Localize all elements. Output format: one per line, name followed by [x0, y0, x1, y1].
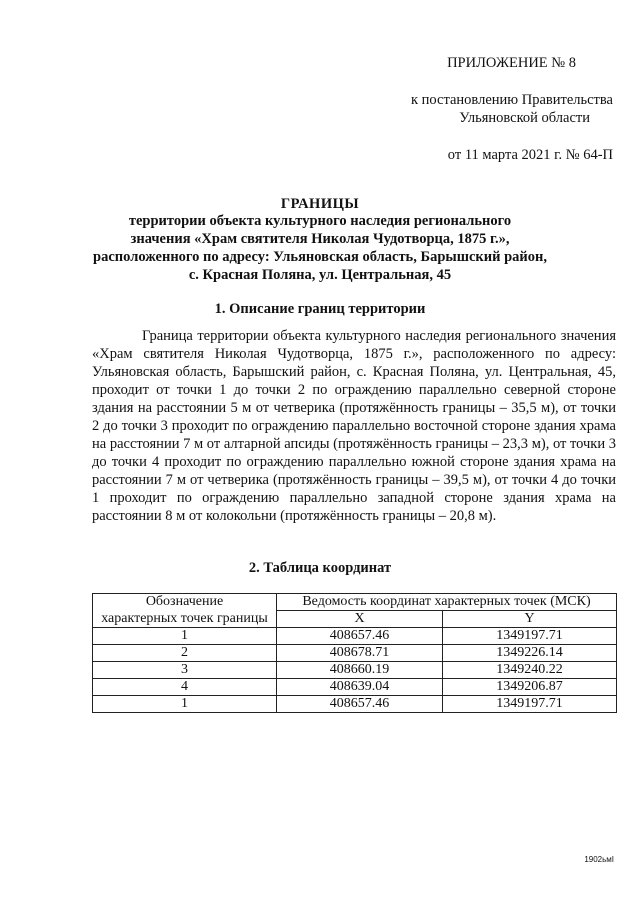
resolution-date: от 11 марта 2021 г. № 64-П — [447, 147, 613, 163]
appendix-number: ПРИЛОЖЕНИЕ № 8 — [447, 55, 576, 71]
cell-x: 408678.71 — [277, 645, 443, 662]
cell-point: 1 — [93, 628, 277, 645]
point-header-line1: Обозначение — [93, 594, 277, 611]
resolution-reference-line1: к постановлению Правительства — [411, 92, 613, 108]
cell-x: 408657.46 — [277, 628, 443, 645]
cell-point: 2 — [93, 645, 277, 662]
subtitle-line: территории объекта культурного наследия регионального — [128, 213, 512, 229]
cell-y: 1349206.87 — [443, 679, 617, 696]
table-row — [93, 696, 617, 713]
table-row — [93, 679, 617, 696]
y-header: Y — [443, 611, 617, 628]
cell-y: 1349240.22 — [443, 662, 617, 679]
table-header-row — [93, 594, 617, 611]
coordinates-table — [92, 593, 617, 713]
table-row — [93, 662, 617, 679]
cell-point: 3 — [93, 662, 277, 679]
subtitle-line: значения «Храм святителя Николая Чудотворца, 1875 г.», — [130, 231, 510, 247]
cell-point: 4 — [93, 679, 277, 696]
point-header-line2: характерных точек границы — [93, 611, 277, 628]
section1-heading: 1. Описание границ территории — [214, 301, 426, 317]
print-stamp: 1902ьмI — [584, 855, 614, 864]
table-row — [93, 628, 617, 645]
x-header: X — [277, 611, 443, 628]
cell-x: 408657.46 — [277, 696, 443, 713]
table-header-row — [93, 611, 617, 628]
cell-y: 1349226.14 — [443, 645, 617, 662]
cell-x: 408639.04 — [277, 679, 443, 696]
resolution-reference-line2: Ульяновской области — [459, 110, 590, 126]
cell-y: 1349197.71 — [443, 696, 617, 713]
cell-y: 1349197.71 — [443, 628, 617, 645]
cell-x: 408660.19 — [277, 662, 443, 679]
cell-point: 1 — [93, 696, 277, 713]
document-subtitle — [0, 212, 640, 284]
table-row — [93, 645, 617, 662]
subtitle-line: расположенного по адресу: Ульяновская область, Барышский район, — [93, 249, 547, 265]
border-description-paragraph: Граница территории объекта культурного наследия регионального значения «Храм святителя Николая Чудотворца, 1875 г.», расположенного по адресу: Ульяновская область, Барышский район, с. Красная Поляна, ул. Центральная, 45, проходит от точки 1 до точки 2 по ограждению параллельно северной стороне здания на расстоянии 5 м от четверика (протяжённость границы – 35,5 м), от точки 2 до точки 3 проходит по ограждению параллельно восточной стороне здания храма на расстоянии 7 м от алтарной апсиды (протяжённость границы – 23,3 м), от точки 3 до точки 4 проходит по ограждению параллельно южной стороне здания храма на расстоянии 7 м от четверика (протяжённость границы – 39,5 м), от точки 4 до точки 1 проходит по ограждению параллельно западной стороне здания храма на расстоянии 8 м от колокольни (протяжённость границы – 20,8 м). — [92, 328, 616, 524]
section2-heading: 2. Таблица координат — [248, 560, 392, 576]
subtitle-line: с. Красная Поляна, ул. Центральная, 45 — [188, 267, 452, 283]
document-title: ГРАНИЦЫ — [280, 196, 360, 212]
coordinates-group-header: Ведомость координат характерных точек (МСК) — [277, 594, 617, 611]
